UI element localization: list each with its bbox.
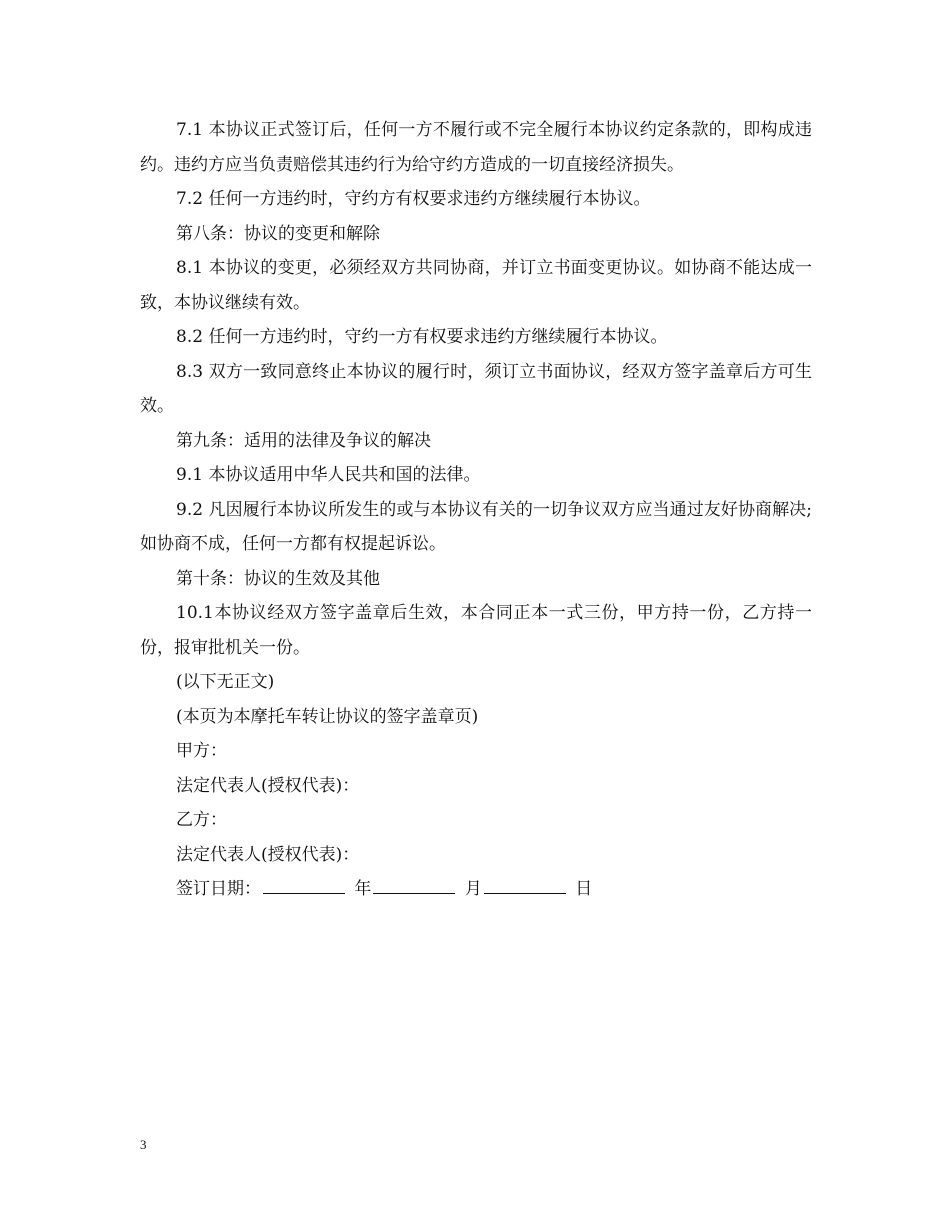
page-number: 3	[140, 1137, 147, 1152]
clause-7-1: 7.1 本协议正式签订后，任何一方不履行或不完全履行本协议约定条款的，即构成违约。违约方应当负责赔偿其违约行为给守约方造成的一切直接经济损失。	[140, 120, 812, 175]
article-9-heading: 第九条：适用的法律及争议的解决	[176, 430, 431, 451]
clause-9-1: 9.1 本协议适用中华人民共和国的法律。	[176, 465, 481, 485]
party-a-label: 甲方：	[176, 741, 227, 761]
article-10-heading: 第十条：协议的生效及其他	[176, 568, 380, 589]
signature-page-note: (本页为本摩托车转让协议的签字盖章页)	[176, 706, 479, 727]
year-blank	[263, 875, 345, 894]
clause-8-1: 8.1 本协议的变更，必须经双方共同协商，并订立书面变更协议。如协商不能达成一致，本协议继续有效。	[140, 258, 812, 313]
clause-7-2: 7.2 任何一方违约时，守约方有权要求违约方继续履行本协议。	[176, 189, 651, 209]
no-further-text-note: (以下无正文)	[176, 672, 275, 692]
document-body	[140, 113, 812, 907]
month-label: 月	[464, 879, 482, 899]
clause-8-3: 8.3 双方一致同意终止本协议的履行时，须订立书面协议，经双方签字盖章后方可生效。	[140, 361, 812, 416]
day-label: 日	[575, 879, 593, 899]
clause-10-1: 10.1本协议经双方签字盖章后生效，本合同正本一式三份，甲方持一份，乙方持一份，报审批机关一份。	[140, 603, 812, 658]
signing-date-label: 签订日期：	[176, 879, 261, 899]
party-b-representative-label: 法定代表人(授权代表)：	[176, 844, 360, 865]
article-8-heading: 第八条：协议的变更和解除	[176, 223, 380, 244]
day-blank	[484, 875, 566, 894]
month-blank	[373, 875, 455, 894]
signing-date-line	[140, 872, 812, 907]
party-b-label: 乙方：	[176, 810, 227, 830]
party-a-representative-label: 法定代表人(授权代表)：	[176, 775, 360, 796]
clause-9-2: 9.2 凡因履行本协议所发生的或与本协议有关的一切争议双方应当通过友好协商解决;如协商不成，任何一方都有权提起诉讼。	[140, 499, 812, 554]
clause-8-2: 8.2 任何一方违约时，守约一方有权要求违约方继续履行本协议。	[176, 327, 668, 347]
year-label: 年	[354, 879, 372, 899]
